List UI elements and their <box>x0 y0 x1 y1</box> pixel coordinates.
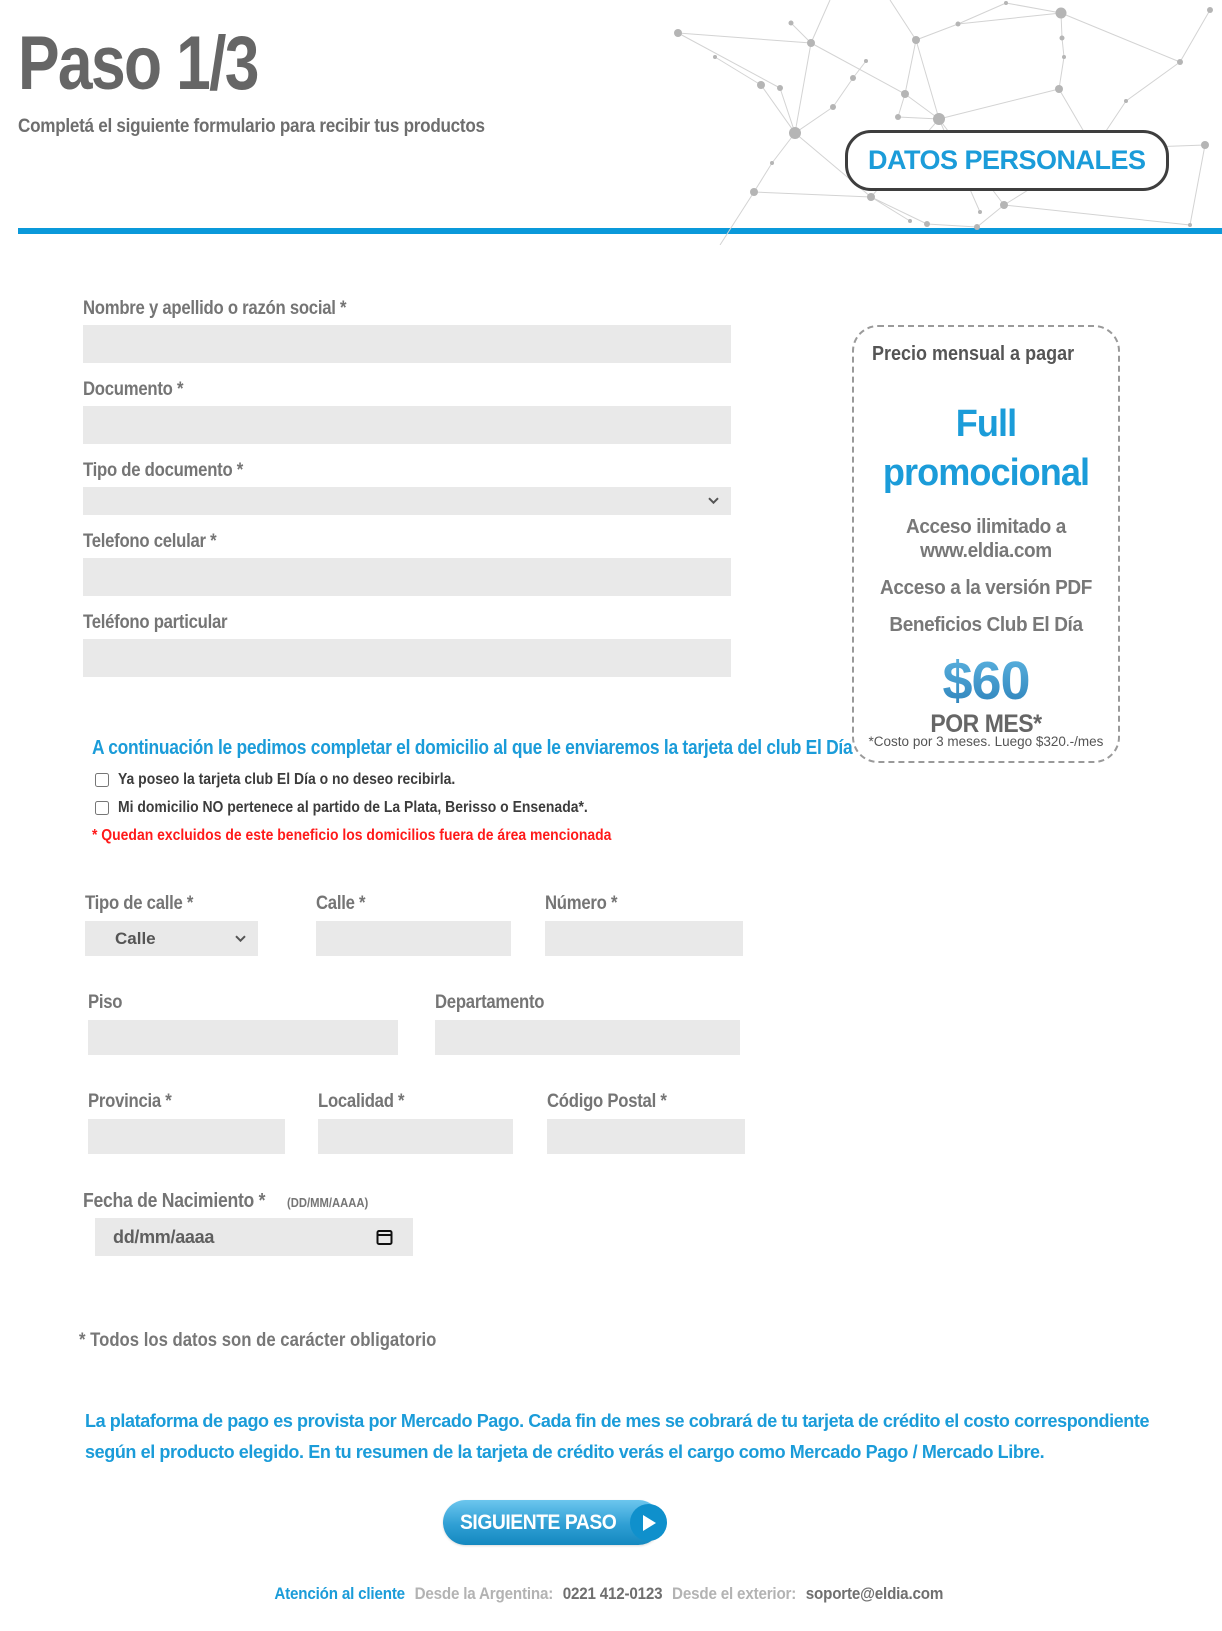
codigo-postal-group <box>547 1091 745 1154</box>
page-title: Paso 1/3 <box>18 21 258 106</box>
section-badge-label: DATOS PERSONALES <box>868 145 1146 175</box>
domicilio-checkbox-row <box>95 797 743 819</box>
price-footnote: *Costo por 3 meses. Luego $320.-/mes <box>868 734 1104 749</box>
section-badge <box>845 130 1169 191</box>
address-row-2 <box>83 992 743 1055</box>
plan-name: Full promocional <box>882 403 1090 495</box>
telefono-celular-group <box>83 531 743 596</box>
footer-phone: 0221 412-0123 <box>562 1585 662 1603</box>
plan-benefits <box>872 515 1100 637</box>
page-subtitle: Completá el siguiente formulario para recibir tus productos <box>18 116 485 137</box>
fecha-nacimiento-group <box>83 1190 743 1256</box>
nombre-label: Nombre y apellido o razón social * <box>83 298 347 319</box>
telefono-particular-input[interactable] <box>83 639 731 677</box>
domicilio-checkbox[interactable] <box>95 801 109 815</box>
departamento-group <box>435 992 740 1055</box>
address-row-3 <box>83 1091 743 1154</box>
telefono-celular-label: Telefono celular * <box>83 531 217 552</box>
plan-price-period: POR MES* <box>930 709 1042 738</box>
telefono-celular-input[interactable] <box>83 558 731 596</box>
provincia-group <box>88 1091 285 1154</box>
domicilio-section <box>83 737 853 845</box>
telefono-particular-label: Teléfono particular <box>83 612 228 633</box>
departamento-label: Departamento <box>435 992 545 1013</box>
price-card <box>852 325 1120 763</box>
plan-price: $60 <box>872 650 1100 712</box>
footer-from-argentina: Desde la Argentina: <box>414 1585 553 1603</box>
piso-input[interactable] <box>88 1020 398 1055</box>
footer <box>0 1585 1222 1628</box>
footer-from-exterior: Desde el exterior: <box>671 1585 796 1603</box>
piso-label: Piso <box>88 992 123 1013</box>
documento-label: Documento * <box>83 379 184 400</box>
required-note: * Todos los datos son de carácter obligatorio <box>79 1330 437 1351</box>
numero-group <box>545 893 743 956</box>
footer-email: soporte@eldia.com <box>805 1585 943 1603</box>
address-section <box>83 893 743 1256</box>
plan-benefit: Acceso a la versión PDF <box>880 576 1092 599</box>
localidad-label: Localidad * <box>318 1091 405 1112</box>
telefono-particular-group <box>83 612 743 677</box>
tipo-documento-group <box>83 460 743 515</box>
tipo-documento-select[interactable] <box>83 487 731 515</box>
tipo-calle-select[interactable] <box>85 921 258 956</box>
provincia-input[interactable] <box>88 1119 285 1154</box>
localidad-input[interactable] <box>318 1119 513 1154</box>
payment-note: La plataforma de pago es provista por Mercado Pago. Cada fin de mes se cobrará de tu tarjeta de crédito el costo correspondiente según el producto elegido. En tu resumen de la tarjeta de crédito verás el cargo como Mercado Pago / Mercado Libre. <box>85 1411 1150 1462</box>
tipo-documento-label: Tipo de documento * <box>83 460 244 481</box>
siguiente-paso-button[interactable] <box>443 1500 661 1545</box>
departamento-input[interactable] <box>435 1020 740 1055</box>
numero-input[interactable] <box>545 921 743 956</box>
plan-benefit: Beneficios Club El Día <box>889 613 1083 636</box>
footer-label: Atención al cliente <box>273 1585 405 1603</box>
domicilio-checkbox-label: Mi domicilio NO pertenece al partido de La Plata, Berisso o Ensenada*. <box>118 799 588 816</box>
header <box>0 0 1222 234</box>
exclusion-note: * Quedan excluidos de este beneficio los domicilios fuera de área mencionada <box>92 827 612 844</box>
documento-input[interactable] <box>83 406 731 444</box>
codigo-postal-label: Código Postal * <box>547 1091 667 1112</box>
play-icon <box>630 1504 667 1541</box>
piso-group <box>88 992 398 1055</box>
fecha-nacimiento-input[interactable] <box>95 1218 413 1256</box>
form-column <box>83 234 853 1256</box>
footer-contact-line <box>274 1585 948 1604</box>
siguiente-paso-label: SIGUIENTE PASO <box>460 1510 617 1534</box>
tarjeta-checkbox-label: Ya poseo la tarjeta club El Día o no deseo recibirla. <box>118 771 456 788</box>
calle-input[interactable] <box>316 921 511 956</box>
fecha-format-hint: (DD/MM/AAAA) <box>286 1196 368 1210</box>
nombre-input[interactable] <box>83 325 731 363</box>
fecha-nacimiento-label: Fecha de Nacimiento * (DD/MM/AAAA) <box>83 1190 368 1212</box>
nombre-group <box>83 298 743 363</box>
numero-label: Número * <box>545 893 618 914</box>
localidad-group <box>318 1091 513 1154</box>
calle-label: Calle * <box>316 893 366 914</box>
submit-row <box>443 1500 1222 1545</box>
tipo-calle-label: Tipo de calle * <box>85 893 194 914</box>
tipo-calle-group <box>85 893 258 956</box>
tarjeta-checkbox-row <box>95 769 743 791</box>
tarjeta-checkbox[interactable] <box>95 773 109 787</box>
documento-group <box>83 379 743 444</box>
constellation-decoration <box>650 0 1222 245</box>
address-row-1 <box>83 893 743 956</box>
calle-group <box>316 893 511 956</box>
main <box>0 234 1222 1545</box>
codigo-postal-input[interactable] <box>547 1119 745 1154</box>
plan-benefit: Acceso ilimitado a www.eldia.com <box>905 515 1066 562</box>
provincia-label: Provincia * <box>88 1091 172 1112</box>
price-card-title: Precio mensual a pagar <box>872 343 1075 365</box>
domicilio-heading: A continuación le pedimos completar el domicilio al que le enviaremos la tarjeta del club El Día <box>92 737 853 759</box>
